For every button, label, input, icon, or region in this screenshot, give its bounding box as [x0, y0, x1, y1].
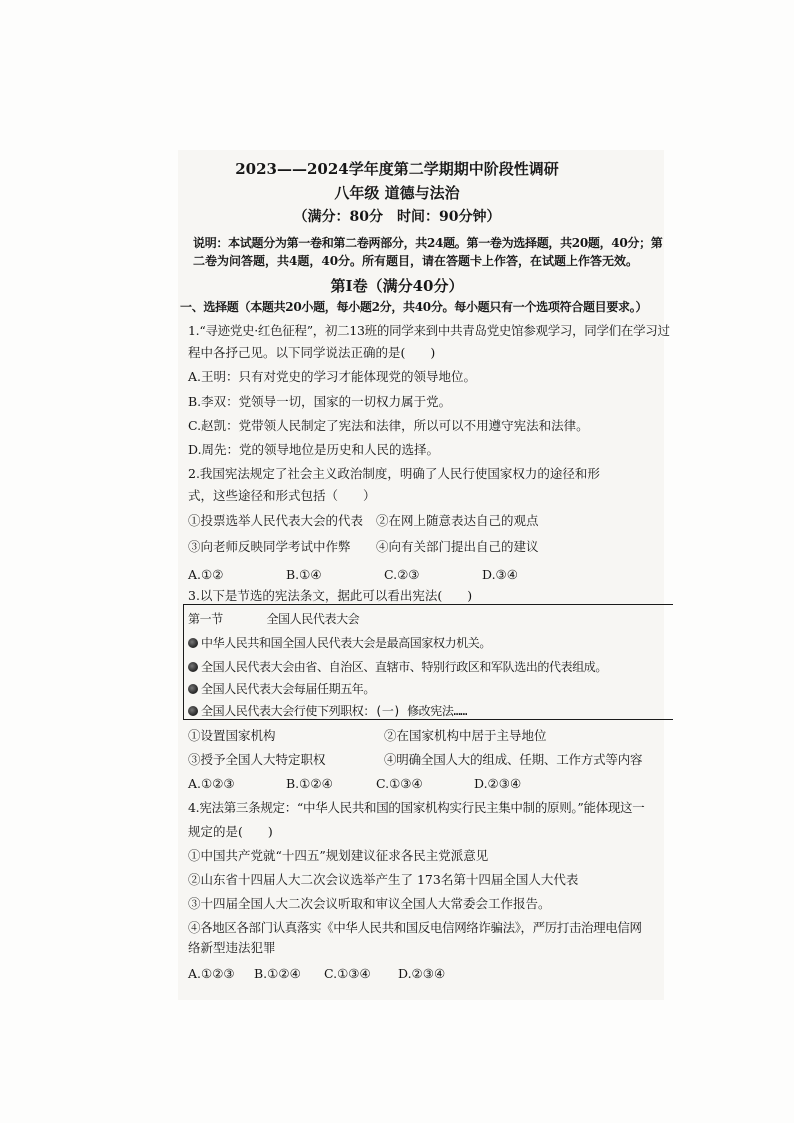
q3-option-b: B.①②④ — [286, 776, 333, 791]
instructions-line-1: 说明：本试题分为第一卷和第二卷两部分，共24题。第一卷为选择题，共20题，40分；第 — [193, 236, 663, 250]
excerpt-article-2: 全国人民代表大会由省、自治区、直辖市、特别行政区和军队选出的代表组成。 — [188, 659, 607, 675]
seal-bullet-icon — [188, 706, 198, 716]
q2-item-1: ①投票选举人民代表大会的代表 — [188, 513, 364, 528]
seal-bullet-icon — [188, 662, 198, 672]
seal-bullet-icon — [188, 638, 198, 648]
q2-option-d: D.③④ — [482, 567, 518, 582]
q3-item-3: ③授予全国人大特定职权 — [188, 752, 326, 767]
q4-stem-line-2: 规定的是( ) — [188, 824, 273, 839]
q4-item-2: ②山东省十四届人大二次会议选举产生了 173名第十四届全国人大代表 — [188, 872, 579, 887]
q2-item-2: ②在网上随意表达自己的观点 — [376, 513, 539, 528]
q2-option-a: A.①② — [188, 567, 224, 582]
q3-item-1: ①设置国家机构 — [188, 728, 276, 743]
q1-option-b: B.李双：党领导一切，国家的一切权力属于党。 — [188, 394, 452, 409]
section-heading: 一、选择题（本题共20小题，每小题2分，共40分。每小题只有一个选项符合题目要求。） — [180, 300, 648, 314]
exam-subtitle: 八年级 道德与法治 — [334, 184, 460, 202]
exam-title: 2023——2024学年度第二学期期中阶段性调研 — [235, 160, 559, 178]
exam-score-time: （满分：80分 时间：90分钟） — [293, 209, 501, 225]
q3-option-a: A.①②③ — [188, 776, 235, 791]
q3-option-d: D.②③④ — [474, 776, 522, 791]
q4-stem-line-1: 4.宪法第三条规定：“中华人民共和国的国家机构实行民主集中制的原则。”能体现这一 — [188, 800, 645, 815]
excerpt-section-title: 全国人民代表大会 — [266, 612, 360, 626]
q3-stem: 3.以下是节选的宪法条文，据此可以看出宪法( ) — [188, 588, 473, 603]
q1-stem-line-2: 程中各抒己见。以下同学说法正确的是( ) — [188, 345, 436, 360]
q4-item-4-line-1: ④各地区各部门认真落实《中华人民共和国反电信网络诈骗法》，严厉打击治理电信网 — [188, 920, 642, 935]
excerpt-article-1: 中华人民共和国全国人民代表大会是最高国家权力机关。 — [188, 635, 491, 651]
q1-option-c: C.赵凯：党带领人民制定了宪法和法律，所以可以不用遵守宪法和法律。 — [188, 418, 589, 433]
q4-option-b: B.①②④ — [254, 966, 301, 981]
q4-item-3: ③十四届全国人大二次会议听取和审议全国人大常委会工作报告。 — [188, 896, 551, 911]
constitution-excerpt-box — [183, 604, 673, 720]
q4-item-4-line-2: 络新型违法犯罪 — [188, 940, 276, 955]
q1-option-a: A.王明：只有对党史的学习才能体现党的领导地位。 — [188, 369, 477, 384]
instructions-line-2: 二卷为问答题，共4题，40分。所有题目，请在答题卡上作答，在试题上作答无效。 — [193, 254, 639, 268]
seal-bullet-icon — [188, 684, 198, 694]
q1-stem-line-1: 1.“寻迹党史·红色征程”，初二13班的同学来到中共青岛党史馆参观学习，同学们在学习过 — [188, 323, 670, 338]
q4-option-c: C.①③④ — [324, 966, 371, 981]
q2-option-c: C.②③ — [384, 567, 420, 582]
q2-stem-line-2: 式，这些途径和形式包括（ ） — [188, 488, 376, 503]
q3-option-c: C.①③④ — [376, 776, 423, 791]
q2-option-b: B.①④ — [286, 567, 322, 582]
q3-item-4: ④明确全国人大的组成、任期、工作方式等内容 — [384, 752, 643, 767]
excerpt-heading — [188, 611, 359, 627]
excerpt-section-number: 第一节 — [188, 612, 223, 626]
q4-item-1: ①中国共产党就“十四五”规划建议征求各民主党派意见 — [188, 848, 489, 863]
q4-option-d: D.②③④ — [398, 966, 446, 981]
q2-item-4: ④向有关部门提出自己的建议 — [376, 539, 539, 554]
q2-stem-line-1: 2.我国宪法规定了社会主义政治制度，明确了人民行使国家权力的途径和形 — [188, 466, 600, 481]
q2-item-3: ③向老师反映同学考试中作弊 — [188, 539, 351, 554]
q4-option-a: A.①②③ — [188, 966, 235, 981]
q3-item-2: ②在国家机构中居于主导地位 — [384, 728, 547, 743]
excerpt-article-4: 全国人民代表大会行使下列职权：(一) 修改宪法…… — [188, 703, 467, 719]
volume-title: 第Ⅰ卷（满分40分） — [330, 277, 464, 295]
excerpt-article-3: 全国人民代表大会每届任期五年。 — [188, 681, 375, 697]
q1-option-d: D.周先：党的领导地位是历史和人民的选择。 — [188, 442, 440, 457]
